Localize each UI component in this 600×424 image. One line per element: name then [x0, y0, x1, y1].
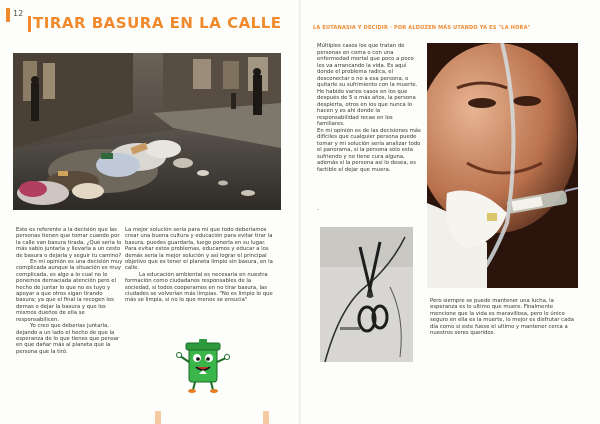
street-trash-photo	[13, 53, 281, 210]
title-accent-bar	[28, 16, 31, 32]
scissors-tube-photo	[320, 227, 413, 362]
right-closing-paragraph: Pero siempre se puede mantener una lucha, la esperanza es lo ultimo que muere. Finalmente mencione que la vida es maravillosa, pero lo único seguro en ella es la muerte, lo mejor es disfrutar cada día como si este fuese el ultimo y mantener cerca a nuestros seres queridos.	[430, 298, 574, 337]
page-number: 12	[6, 8, 30, 22]
left-column-2: La mejor solución sería para mí que todo deberíamos crear una buena cultura y educación para evitar tirar la basura, puedes guardarla, luego ponerla en su lugar. Para evitar estos problemas, educamos y educar a los demás seria la mejor solución y así lograr el principal objetivo que es tener el planeta limpio sin basura, en la calle. La educación ambiental es necesaria en nuestra formación como ciudadanos responsables de la sociedad, si todos cooperamos en no tirar basura, las ciudades se volverían más limpias. "No es limpio lo que más se limpia, si no lo que menos se ensucia"	[125, 227, 273, 304]
patient-syringe-photo	[427, 43, 578, 288]
page-title: TIRAR BASURA EN LA CALLE	[33, 14, 282, 32]
right-page	[300, 0, 600, 424]
right-column-1: Múltiples casos los que tratan de personas en coma o con una enfermedad mortal que poco a poco les va arrancando la vida. Es aquí donde el problema radica, el desconectar o no a esa persona, o quitarle su sufrimiento con la muerte. He habido varios casos en los que después de 5 o más años, la persona despierta, otros en los que nunca lo hacen y es ahí donde la responsabilidad recae en los familiares. En mi opinión es de las decisiones más difíciles que cualquier persona puede tomar y mi solución sería analizar todo el panorama, si la persona sólo esta sufriendo y no tiene cura alguna, además si la persona así lo desea, es factible el dejar que muera.	[317, 43, 421, 173]
bottom-tab-right	[263, 411, 269, 424]
left-column-1: Esto es referente a la decisión que las personas tienen que tomar cuando por la calle van basura tirada, ¿Qué seria lo más sabio juntarla y llevarla a un cesto de basura o dejarla y seguir tu camino? En mi opinión es una decisión muy complicada aunque la situación es muy complicada, es algo a lo cual no le ponemos demaciada atención pero el hecho de juntar lo que no es tuyo y apoyar a que otros sigan tirando basura; ya que el final la recogen los demas o dejar la basura y que los mismos dueños de ella se responsabilicen. Yo creo que deberias juntarla, dejando a un lado el hecho de que la esperanza de lo que tienes que pensar en que dañar más al planeta que la persona que la tiró.	[16, 227, 123, 355]
bottom-tab-left	[155, 411, 161, 424]
recycle-bin-mascot	[173, 334, 233, 394]
right-kicker: LA EUTANASIA Y DECIDIR · POR ALDUZEN MÁS UTANDO YA ES "LA HORA"	[313, 25, 531, 31]
stray-dot: .	[317, 205, 319, 212]
